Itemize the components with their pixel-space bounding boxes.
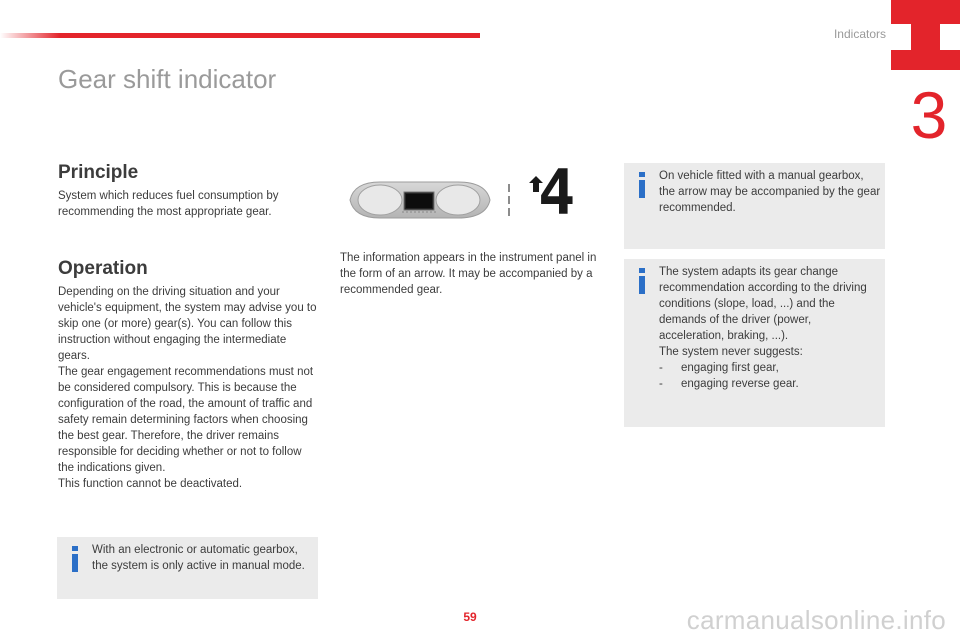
header-rule-fade: [0, 33, 60, 38]
operation-paragraph: This function cannot be deactivated.: [58, 478, 243, 490]
section-label: Indicators: [833, 27, 886, 41]
info-icon: [69, 546, 81, 572]
principle-heading: Principle: [58, 162, 139, 183]
page-title: Gear shift indicator: [58, 64, 277, 94]
note-adapts-box: [624, 259, 885, 427]
watermark: carmanualsonline.info: [686, 605, 946, 635]
info-icon: [636, 172, 648, 198]
info-icon: [636, 268, 648, 294]
chapter-tab-icon: [891, 0, 960, 70]
note-manual-text: On vehicle fitted with a manual gearbox, the arrow may be accompanied by the gear recommended.: [659, 170, 881, 214]
note-adapts-paragraph: The system adapts its gear change recommendation according to the driving conditions (slope, load, ...) and the demands of the driver (power, acceleration, braking, ...).: [659, 266, 867, 342]
list-item-label: engaging first gear,: [681, 362, 779, 374]
header-red-rule: [0, 33, 480, 38]
gear-digit: 4: [538, 156, 576, 229]
note-manual-box: [624, 163, 885, 249]
operation-heading: Operation: [58, 258, 148, 279]
note-automatic-text: With an electronic or automatic gearbox, the system is only active in manual mode.: [92, 544, 305, 572]
note-adapts-never: The system never suggests:: [659, 346, 803, 358]
list-item: [659, 376, 879, 392]
operation-text: [58, 284, 320, 492]
list-item: [659, 360, 879, 376]
operation-paragraph: Depending on the driving situation and your vehicle's equipment, the system may advise you to skip one (or more) gear(s). You can follow this instruction without engaging the intermediate gears.: [58, 286, 317, 362]
page-number: 59: [463, 610, 477, 624]
chapter-number: 3: [910, 78, 948, 152]
instrument-text: The information appears in the instrument panel in the form of an arrow. It may be accompanied by a recommended gear.: [340, 252, 597, 296]
note-adapts-text: [659, 264, 879, 392]
list-dash: -: [659, 378, 663, 390]
operation-paragraph: The gear engagement recommendations must not be considered compulsory. This is because the configuration of the road, the amount of traffic and safety remain determining factors when choosing the best gear. Therefore, the driver remains responsible for deciding whether or not to follow the indications given.: [58, 366, 314, 474]
principle-text: System which reduces fuel consumption by recommending the most appropriate gear.: [58, 190, 279, 218]
list-dash: -: [659, 362, 663, 374]
list-item-label: engaging reverse gear.: [681, 378, 799, 390]
note-automatic-box: [57, 537, 318, 599]
